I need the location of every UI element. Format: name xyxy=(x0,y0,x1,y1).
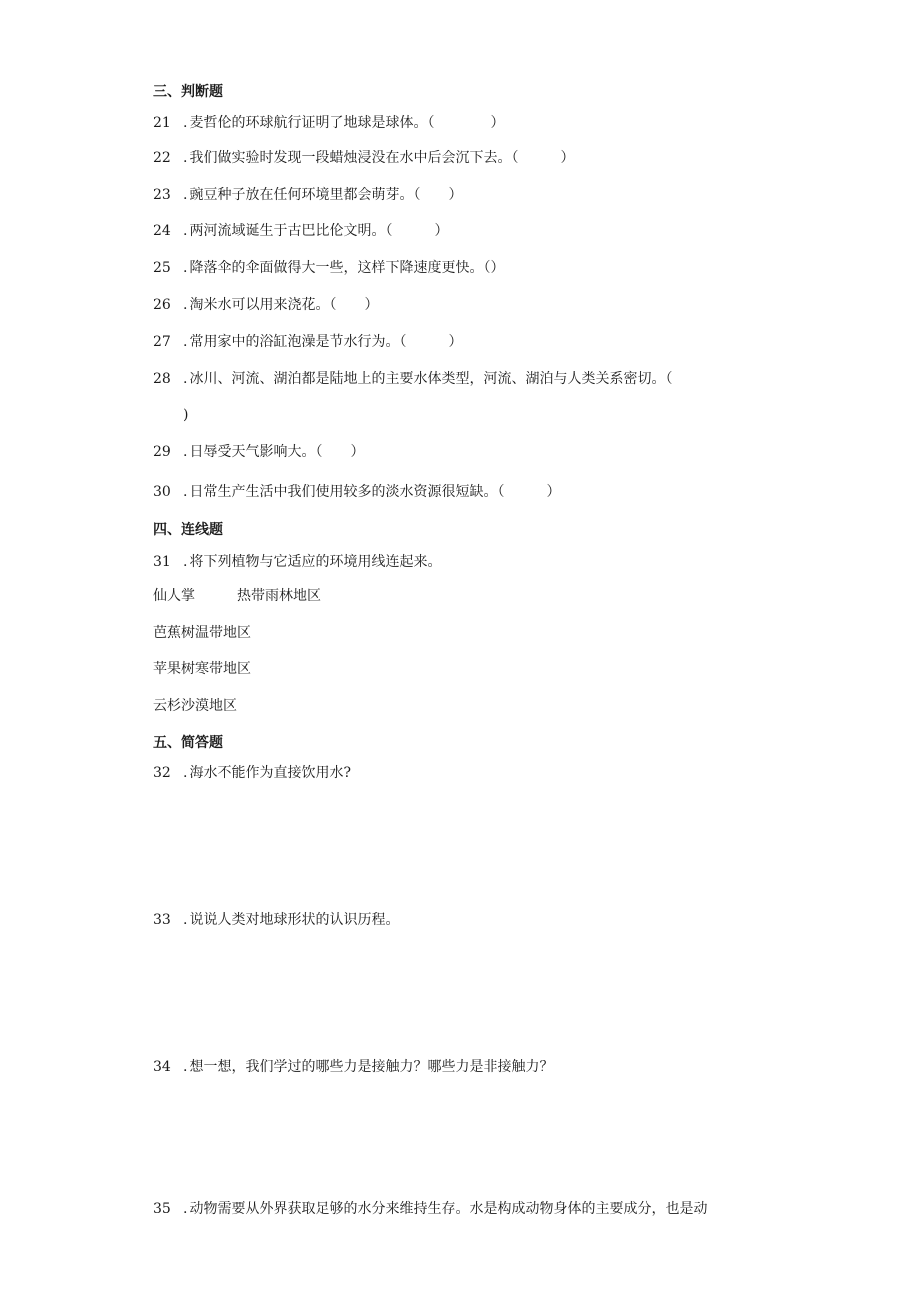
matching-row: 芭蕉树温带地区 xyxy=(153,625,251,641)
question-text: 我们做实验时发现一段蜡烛浸没在水中后会沉下去。（ ） xyxy=(189,150,575,166)
question-dot: . xyxy=(183,1201,188,1217)
question-dot: . xyxy=(183,260,188,276)
question-text: 两河流域诞生于古巴比伦文明。（ ） xyxy=(189,223,449,239)
question-number: 29 xyxy=(153,444,171,460)
question-text: 海水不能作为直接饮用水? xyxy=(189,765,351,781)
question-28 xyxy=(153,370,672,388)
question-number: 35 xyxy=(153,1201,171,1217)
question-number: 24 xyxy=(153,223,171,239)
question-number: 27 xyxy=(153,334,171,350)
question-24 xyxy=(153,222,448,240)
question-dot: . xyxy=(183,371,188,387)
question-number: 23 xyxy=(153,187,171,203)
question-29 xyxy=(153,443,364,461)
question-text: 动物需要从外界获取足够的水分来维持生存。水是构成动物身体的主要成分，也是动 xyxy=(189,1201,708,1217)
question-dot: . xyxy=(183,554,188,570)
question-28-closing-paren: ) xyxy=(183,407,189,423)
question-dot: . xyxy=(183,115,188,131)
question-dot: . xyxy=(183,484,188,500)
question-dot: . xyxy=(183,334,188,350)
question-text: 淘米水可以用来浇花。（ ） xyxy=(189,297,379,313)
question-27 xyxy=(153,333,462,351)
question-30 xyxy=(153,483,560,501)
section-heading-matching: 四、连线题 xyxy=(153,522,223,538)
question-dot: . xyxy=(183,297,188,313)
question-35 xyxy=(153,1200,707,1218)
question-number: 22 xyxy=(153,150,171,166)
question-number: 25 xyxy=(153,260,171,276)
matching-row: 苹果树寒带地区 xyxy=(153,661,251,677)
question-text: 麦哲伦的环球航行证明了地球是球体。（ ） xyxy=(189,115,505,131)
question-dot: . xyxy=(183,223,188,239)
question-text: 日常生产生活中我们使用较多的淡水资源很短缺。（ ） xyxy=(189,484,561,500)
question-25 xyxy=(153,259,504,277)
question-text: 豌豆种子放在任何环境里都会萌芽。（ ） xyxy=(189,187,463,203)
question-dot: . xyxy=(183,444,188,460)
question-26 xyxy=(153,296,378,314)
question-dot: . xyxy=(183,1059,188,1075)
question-32 xyxy=(153,764,351,782)
question-text: 将下列植物与它适应的环境用线连起来。 xyxy=(189,554,442,570)
question-23 xyxy=(153,186,462,204)
question-number: 30 xyxy=(153,484,171,500)
question-dot: . xyxy=(183,765,188,781)
question-text: 说说人类对地球形状的认识历程。 xyxy=(189,912,400,928)
question-text: 冰川、河流、湖泊都是陆地上的主要水体类型，河流、湖泊与人类关系密切。（ xyxy=(189,371,673,387)
question-number: 26 xyxy=(153,297,171,313)
question-number: 31 xyxy=(153,554,171,570)
question-31 xyxy=(153,553,441,571)
question-text: 想一想，我们学过的哪些力是接触力？哪些力是非接触力？ xyxy=(189,1059,554,1075)
question-number: 34 xyxy=(153,1059,171,1075)
question-dot: . xyxy=(183,187,188,203)
matching-row: 云杉沙漠地区 xyxy=(153,698,237,714)
question-text: 日辱受天气影响大。（ ） xyxy=(189,444,365,460)
question-34 xyxy=(153,1058,553,1076)
question-number: 32 xyxy=(153,765,171,781)
question-21 xyxy=(153,114,504,132)
section-heading-short-answer: 五、简答题 xyxy=(153,735,223,751)
question-text: 降落伞的伞面做得大一些，这样下降速度更快。（） xyxy=(189,260,505,276)
question-number: 21 xyxy=(153,115,171,131)
question-33 xyxy=(153,911,399,929)
question-number: 33 xyxy=(153,912,171,928)
question-dot: . xyxy=(183,912,188,928)
question-text: 常用家中的浴缸泡澡是节水行为。（ ） xyxy=(189,334,463,350)
question-dot: . xyxy=(183,150,188,166)
matching-row: 仙人掌 热带雨林地区 xyxy=(153,588,321,604)
section-heading-true-false: 三、判断题 xyxy=(153,84,223,100)
question-number: 28 xyxy=(153,371,171,387)
question-22 xyxy=(153,149,574,167)
